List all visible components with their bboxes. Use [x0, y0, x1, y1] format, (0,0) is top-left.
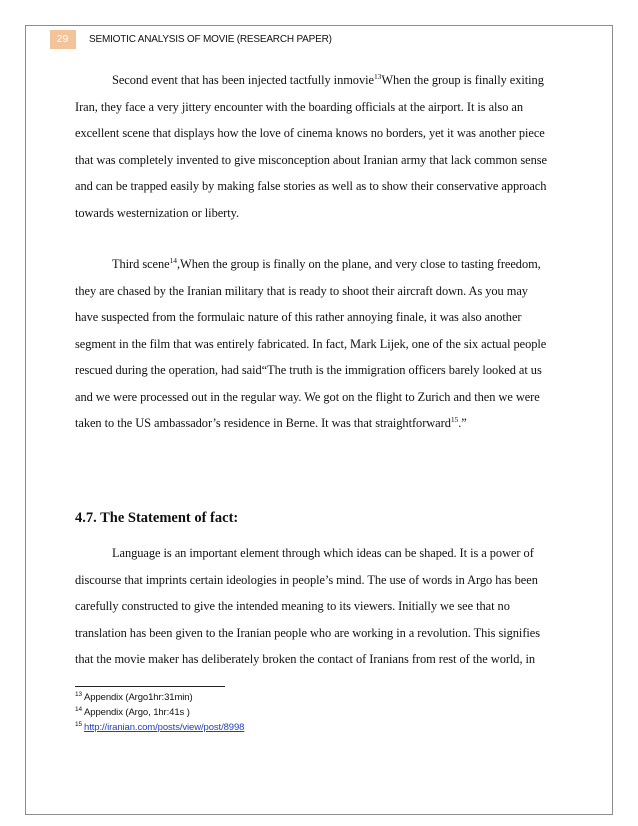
- text-line: rescued during the operation, had said“The truth is the immigration officers barely looked at us: [75, 363, 542, 377]
- section-heading: 4.7. The Statement of fact:: [75, 510, 239, 526]
- text-line: carefully constructed to give the intended meaning to its viewers. Initially we see that no: [75, 599, 510, 613]
- text-line: have suspected from the formulaic nature of this rather annoying finale, it was also another: [75, 310, 522, 324]
- text-line: and we were processed out in the regular way. We got on the flight to Zurich and then we were: [75, 389, 540, 404]
- footnote-ref[interactable]: 13: [373, 72, 382, 81]
- footnote-item: $^{15}$ http://iranian.com/posts/view/post/8998: [75, 721, 245, 733]
- text-line: segment in the film that was entirely fabricated. In fact, Mark Lijek, one of the six actual people: [75, 336, 547, 351]
- text-line: Language is an important element through which ideas can be shaped. It is a power of: [112, 546, 534, 560]
- paragraph-third-scene: [75, 251, 565, 437]
- text-line: that was completely invented to give misconception about Iranian army that lack common sense: [75, 152, 547, 167]
- running-title: SEMIOTIC ANALYSIS OF MOVIE (RESEARCH PAPER): [89, 34, 332, 45]
- header-divider: [75, 30, 76, 49]
- text-line: they are chased by the Iranian military that is ready to shoot their aircraft down. As you may: [75, 283, 528, 298]
- text-line: Third scene$^{14}$,When the group is finally on the plane, and very close to tasting freedom,: [112, 256, 541, 271]
- text-line: that the movie maker has deliberately broken the contact of Iranians from rest of the world, in: [75, 652, 536, 666]
- text-line: translation has been given to the Iranian people who are working in a revolution. This signifies: [75, 625, 541, 640]
- text-line: discourse that imprints certain ideologies in people’s mind. The use of words in Argo has been: [75, 572, 538, 587]
- text-line: and can be trapped easily by making false stories as well as to show their conservative approach: [75, 179, 547, 193]
- footnote-item: $^{13}$ Appendix (Argo1hr:31min): [75, 691, 193, 703]
- page-header: [50, 30, 610, 49]
- footnotes: [75, 690, 244, 735]
- footnote-item: $^{14}$ Appendix (Argo, 1hr:41s ): [75, 706, 190, 718]
- text-line: taken to the US ambassador’s residence in Berne. It was that straightforward$^{15}$.”: [75, 415, 467, 430]
- page-number: 29: [50, 30, 75, 49]
- text-line: Second event that has been injected tactfully inmovie$^{13}$When the group is finally exiting: [112, 72, 544, 87]
- footnote-ref[interactable]: 15: [450, 415, 459, 424]
- text-line: Iran, they face a very jittery encounter with the boarding officials at the airport. It is also an: [75, 99, 523, 114]
- paragraph-statement-of-fact: [75, 540, 565, 673]
- text-line: excellent scene that displays how the love of cinema knows no borders, yet it was another piece: [75, 126, 545, 140]
- footnote-ref[interactable]: 14: [169, 256, 177, 265]
- footnote-separator: [75, 686, 225, 687]
- footnote-link[interactable]: http://iranian.com/posts/view/post/8998: [84, 722, 245, 733]
- text-line: towards westernization or liberty.: [75, 205, 240, 220]
- paragraph-second-event: [75, 67, 565, 226]
